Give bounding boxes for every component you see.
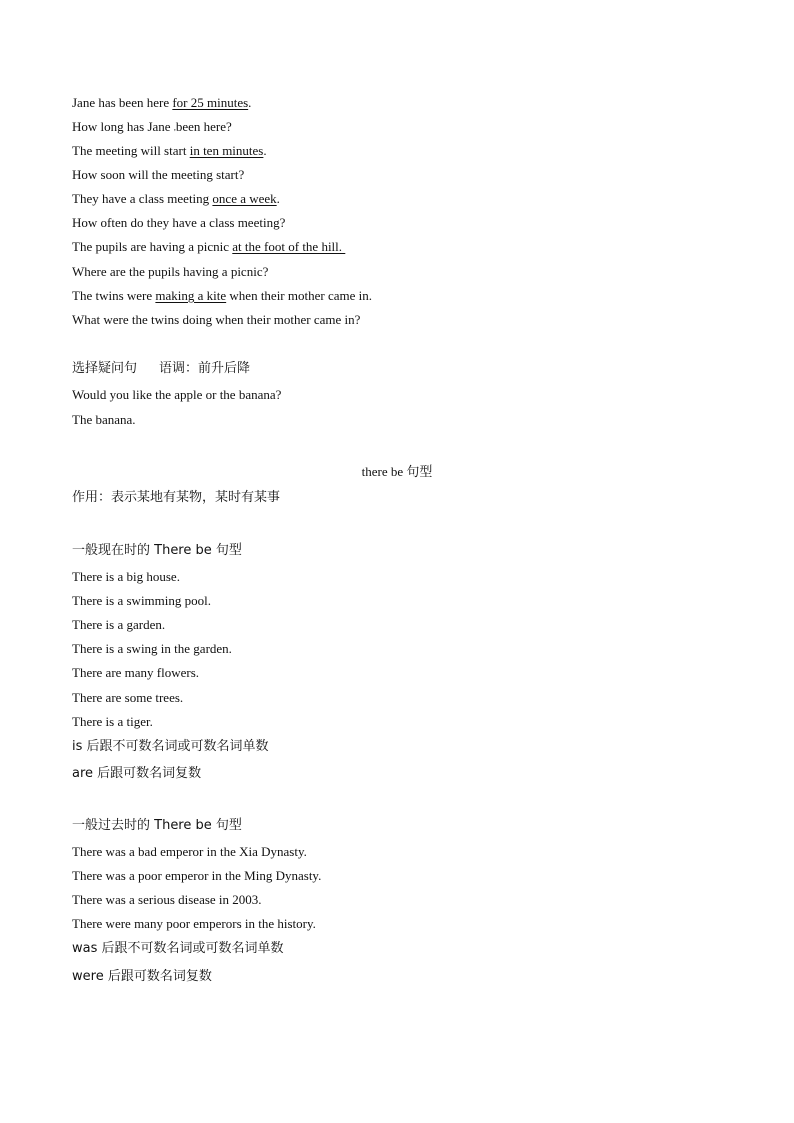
- past-example: There was a bad emperor in the Xia Dynasty.: [72, 844, 307, 859]
- past-example: There was a poor emperor in the Ming Dynasty.: [72, 868, 322, 883]
- example-sentence: The meeting will start in ten minutes.: [72, 143, 267, 158]
- example-sentence: They have a class meeting once a week.: [72, 191, 280, 206]
- present-example: There are some trees.: [72, 690, 184, 705]
- present-heading: 一般现在时的 There be 句型: [72, 543, 242, 558]
- question-sentence: What were the twins doing when their mother came in?: [72, 312, 361, 327]
- present-example: There is a tiger.: [72, 714, 153, 729]
- example-sentence: The twins were making a kite when their mother came in.: [72, 288, 372, 303]
- question-sentence: Where are the pupils having a picnic?: [72, 264, 269, 279]
- choice-question-heading: [72, 361, 250, 377]
- question-sentence: How long has Jane ,been here?: [72, 119, 232, 134]
- question-sentence: How often do they have a class meeting?: [72, 215, 286, 230]
- grammar-note-are: are 后跟可数名词复数: [72, 766, 202, 781]
- example-sentence: Jane has been here for 25 minutes.: [72, 95, 252, 110]
- underlined-phrase: once a week: [212, 191, 277, 206]
- present-example: There is a swimming pool.: [72, 593, 212, 608]
- underlined-phrase: making a kite: [155, 288, 227, 303]
- intonation-note: 语调：前升后降: [159, 361, 251, 376]
- present-example: There is a big house.: [72, 569, 180, 584]
- present-example: There is a swing in the garden.: [72, 641, 232, 656]
- grammar-note-was: was 后跟不可数名词或可数名词单数: [72, 941, 284, 956]
- past-heading: 一般过去时的 There be 句型: [72, 818, 242, 833]
- section-heading: 选择疑问句: [72, 361, 138, 376]
- underlined-phrase: in ten minutes: [189, 143, 264, 158]
- example-sentence: The pupils are having a picnic at the foot of the hill.: [72, 239, 346, 254]
- present-example: There is a garden.: [72, 617, 166, 632]
- past-example: There was a serious disease in 2003.: [72, 892, 262, 907]
- question-sentence: How soon will the meeting start?: [72, 167, 245, 182]
- grammar-note-is: is 后跟不可数名词或可数名词单数: [72, 739, 269, 754]
- past-example: There were many poor emperors in the history.: [72, 916, 316, 931]
- present-example: There are many flowers.: [72, 665, 200, 680]
- underlined-phrase: at the foot of the hill.: [232, 239, 346, 254]
- section-title: there be 句型: [361, 464, 433, 479]
- choice-question-example: Would you like the apple or the banana?: [72, 387, 282, 402]
- choice-question-answer: The banana.: [72, 412, 136, 427]
- grammar-note-were: were 后跟可数名词复数: [72, 969, 212, 984]
- purpose-note: 作用：表示某地有某物，某时有某事: [72, 490, 281, 505]
- underlined-phrase: for 25 minutes: [172, 95, 249, 110]
